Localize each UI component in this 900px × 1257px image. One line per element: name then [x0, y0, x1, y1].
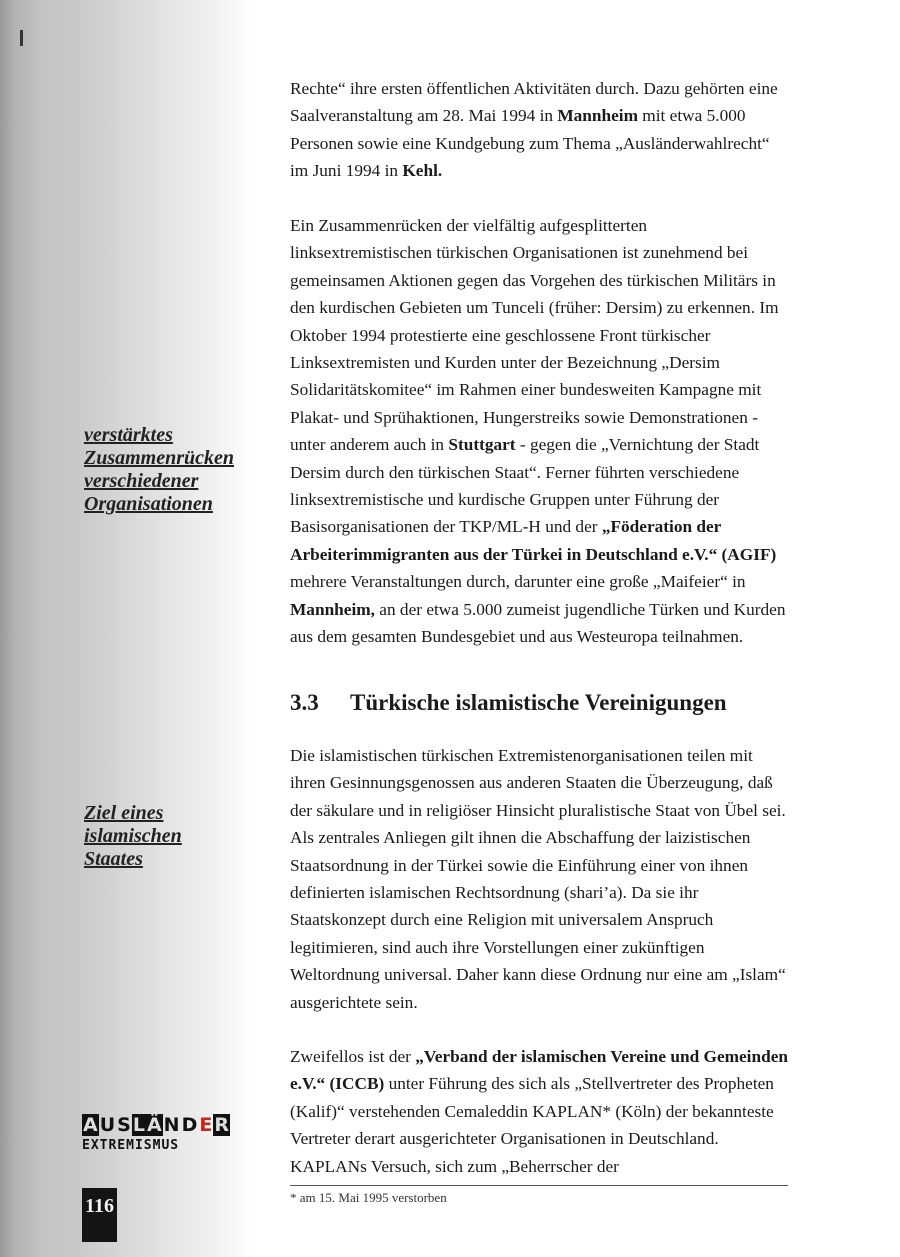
margin-note-zusammenruecken: verstärktes Zusammenrücken verschiedener Organisationen [84, 424, 235, 515]
paragraph-4: Zweifellos ist der „Verband der islamischen Vereine und Gemeinden e.V.“ (ICCB) unter Führung des sich als „Stellvertreter des Propheten (Kalif)“ verstehenden Cemaleddin KAPLAN* (Köln) der bekannteste Vertreter derart ausgerichteter Organisationen in Deutschland. KAPLANs Versuch, sich zum „Beherrscher der [290, 1047, 788, 1176]
footnote-rule [290, 1185, 788, 1186]
logo-subtitle: EXTREMISMUS [82, 1138, 180, 1153]
section-title: Türkische islamistische Vereinigungen [350, 690, 727, 715]
section-heading [290, 686, 790, 720]
section-number: 3.3 [290, 690, 319, 715]
crop-mark [20, 30, 23, 46]
margin-note-islamischer-staat: Ziel eines islamischen Staates [84, 802, 182, 870]
paragraph-1: Rechte“ ihre ersten öffentlichen Aktivitäten durch. Dazu gehörten eine Saalveranstaltung am 28. Mai 1994 in Mannheim mit etwa 5.000 Personen sowie eine Kundgebung zum Thema „Ausländerwahlrecht“ im Juni 1994 in Kehl. [290, 79, 778, 181]
book-spine-shadow [0, 0, 40, 1257]
page-number: 116 [82, 1188, 117, 1242]
paragraph-2: Ein Zusammenrücken der vielfältig aufgesplitterten linksextremistischen türkischen Organisationen ist zunehmend bei gemeinsamen Aktionen gegen das Vorgehen des türkischen Militärs in den kurdischen Gebieten um Tunceli (früher: Dersim) zu erkennen. Im Oktober 1994 protestierte eine geschlossene Front türkischer Linksextremisten und Kurden unter der Bezeichnung „Dersim Solidaritätskomitee“ im Rahmen einer bundesweiten Kampagne mit Plakat- und Sprühaktionen, Hungerstreiks sowie Demonstrationen - unter anderem auch in Stuttgart - gegen die „Vernichtung der Stadt Dersim durch den türkischen Staat“. Ferner führten verschiedene linksextremistische und kurdische Gruppen unter Führung der Basisorganisationen der TKP/ML-H und der „Föderation der Arbeiterimmigranten aus der Türkei in Deutschland e.V.“ (AGIF) mehrere Veranstaltungen durch, darunter eine große „Maifeier“ in Mannheim, an der etwa 5.000 zumeist jugendliche Türken und Kurden aus dem gesamten Bundesgebiet und aus Westeuropa teilnahmen. [290, 216, 786, 647]
auslaender-extremismus-logo [82, 1112, 229, 1153]
logo-wordmark: A U S L Ä N D E R [83, 1114, 229, 1136]
footnote: * am 15. Mai 1995 verstorben [290, 1190, 447, 1205]
paragraph-3: Die islamistischen türkischen Extremistenorganisationen teilen mit ihren Gesinnungsgenossen aus anderen Staaten die Überzeugung, daß der säkulare und in religiöser Hinsicht pluralistische Staat von Übel sei. Als zentrales Anliegen gilt ihnen die Abschaffung der laizistischen Staatsordnung in der Türkei sowie die Einführung einer von ihnen definierten islamischen Rechtsordnung (shari’a). Da sie ihr Staatskonzept durch eine Religion mit universalem Anspruch legitimieren, sind auch ihre Vorstellungen einer zukünftigen Weltordnung universal. Daher kann diese Ordnung nur eine am „Islam“ ausgerichtete sein. [290, 746, 786, 1012]
